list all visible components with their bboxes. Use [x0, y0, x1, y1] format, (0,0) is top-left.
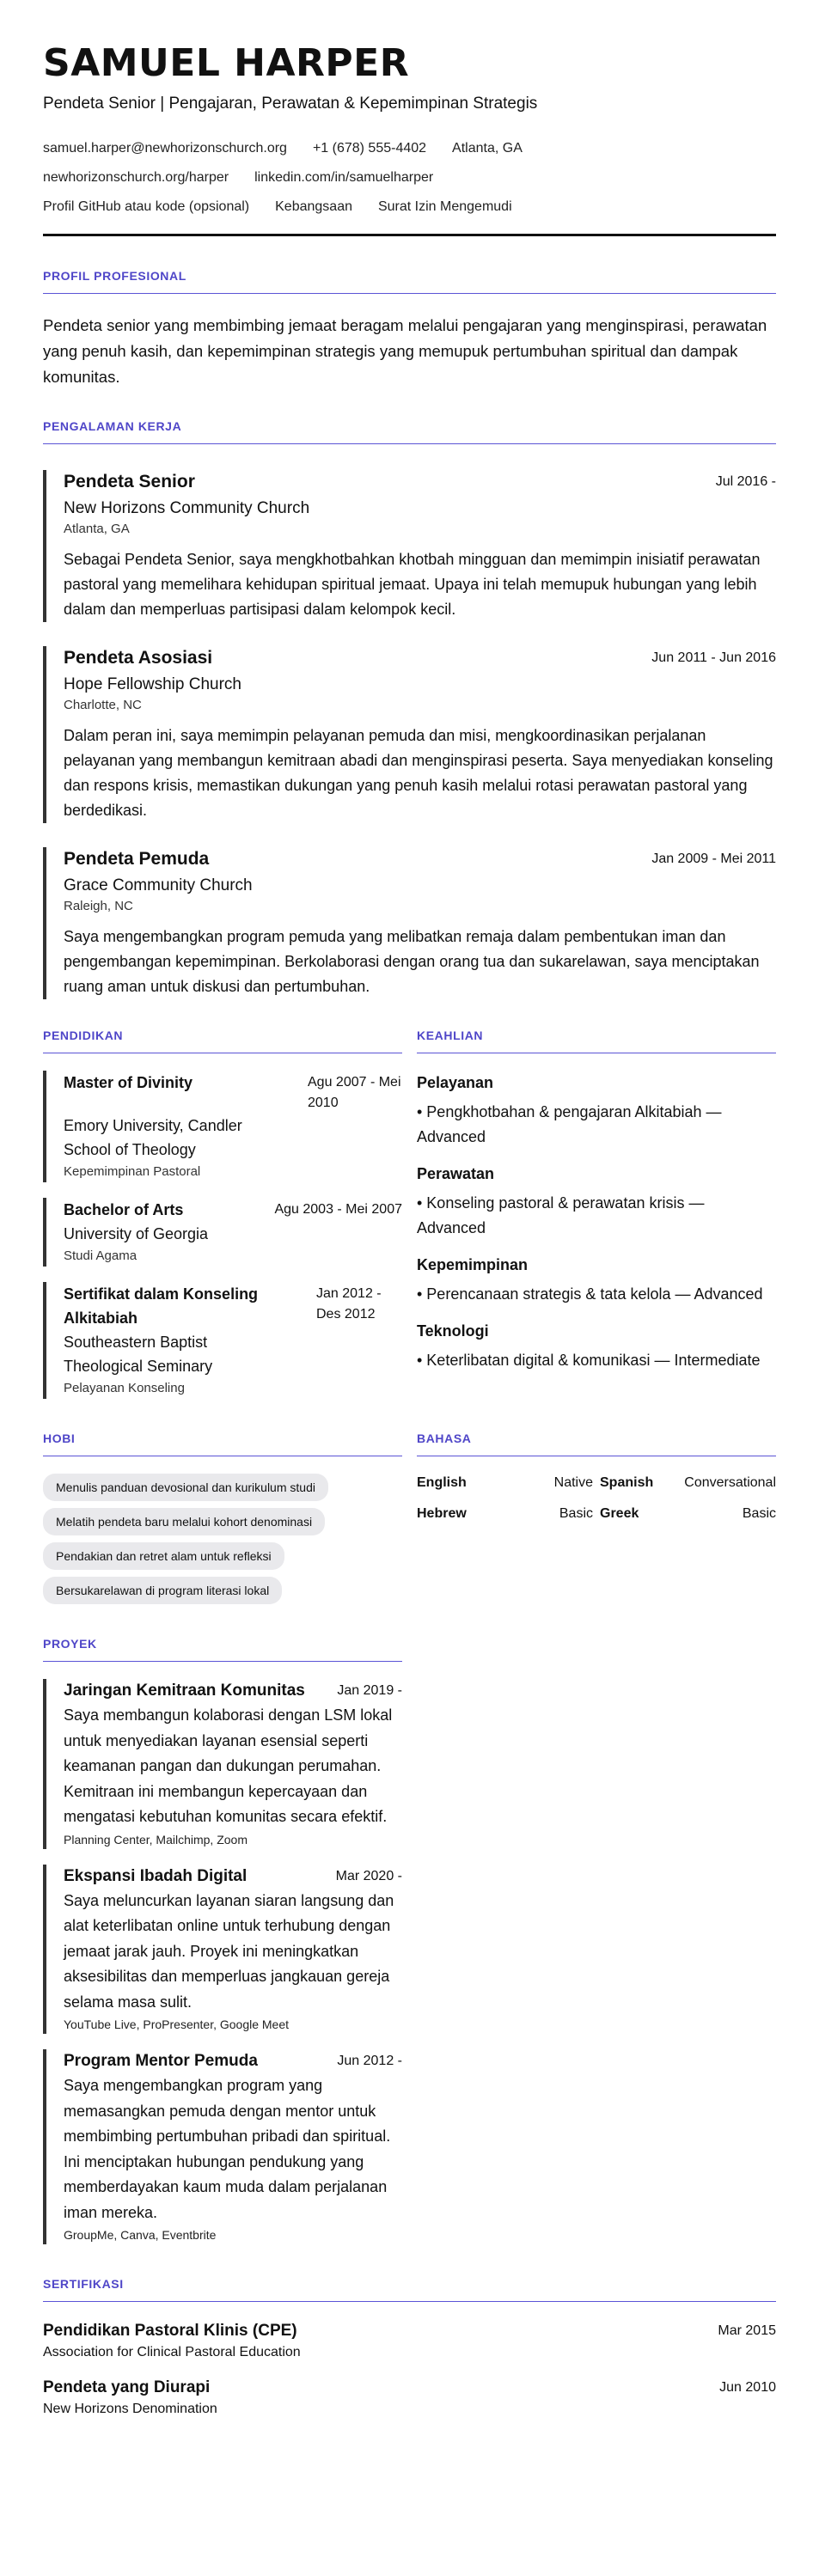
skill-category: Kepemimpinan	[417, 1256, 529, 1273]
hobby-chip: Menulis panduan devosional dan kurikulum studi	[43, 1474, 328, 1501]
education-item	[43, 1198, 402, 1267]
resume-header	[43, 40, 776, 236]
degree-dates: Jan 2012 - Des 2012	[316, 1286, 382, 1322]
degree-dates: Agu 2003 - Mei 2007	[274, 1202, 402, 1217]
hobbies-section	[43, 1431, 402, 1604]
language-level: Conversational	[684, 1475, 776, 1490]
contact-linkedin[interactable]: linkedin.com/in/samuelharper	[254, 170, 434, 185]
school-name: Emory University, Candler School of Theology	[64, 1117, 242, 1158]
hobbies-languages-row	[43, 1431, 776, 1604]
contact-location: Atlanta, GA	[452, 141, 523, 156]
job-location: Charlotte, NC	[64, 698, 142, 712]
summary-section	[43, 269, 776, 390]
languages-section	[417, 1431, 776, 1604]
contact-website[interactable]: newhorizonschurch.org/harper	[43, 170, 229, 185]
job-dates: Jun 2011 - Jun 2016	[651, 650, 776, 665]
certification-item	[43, 2319, 776, 2362]
language-item	[417, 1505, 593, 1523]
certification-issuer: Association for Clinical Pastoral Education	[43, 2345, 301, 2359]
hobby-chip: Melatih pendeta baru melalui kohort denominasi	[43, 1508, 325, 1535]
project-item	[43, 2049, 402, 2244]
language-level: Basic	[559, 1506, 593, 1521]
degree-dates: Agu 2007 - Mei 2010	[308, 1075, 401, 1110]
job-company: New Horizons Community Church	[64, 499, 310, 517]
projects-section	[43, 1637, 402, 2244]
job-description: Dalam peran ini, saya memimpin pelayanan pemuda dan misi, mengkoordinasikan perjalanan pelayanan yang membangun kemitraan abadi dan menginspirasi peserta. Saya menyediakan konseling dan respons krisis, memastikan dukungan yang penuh kasih melalui rotasi perawatan pastoral yang berdedikasi.	[64, 727, 773, 819]
contact-list	[43, 134, 576, 222]
project-description: Saya meluncurkan layanan siaran langsung dan alat keterlibatan online untuk terhubung dengan jemaat jarak jauh. Proyek ini meningkatkan aksesibilitas dan memperluas jangkauan gereja selama masa sulit.	[64, 1891, 394, 2011]
certifications-section	[43, 2277, 776, 2419]
hobby-chip: Pendakian dan retret alam untuk refleksi	[43, 1542, 284, 1570]
experience-section	[43, 419, 776, 999]
skill-item: • Keterlibatan digital & komunikasi — Intermediate	[417, 1352, 761, 1369]
contact-driving-license: Surat Izin Mengemudi	[377, 199, 512, 214]
project-tools: Planning Center, Mailchimp, Zoom	[64, 1832, 248, 1847]
certification-date: Mar 2015	[718, 2323, 776, 2338]
skill-item: • Konseling pastoral & perawatan krisis — Advanced	[417, 1194, 705, 1236]
education-heading: PENDIDIKAN	[43, 1029, 402, 1053]
education-item	[43, 1282, 402, 1399]
hobby-chip: Bersukarelawan di program literasi lokal	[43, 1577, 282, 1604]
study-field: Studi Agama	[64, 1248, 138, 1263]
job-location: Raleigh, NC	[64, 899, 133, 913]
education-item	[43, 1071, 402, 1182]
skill-category: Pelayanan	[417, 1074, 494, 1091]
education-section	[43, 1029, 402, 1399]
contact-nationality: Kebangsaan	[275, 199, 352, 214]
skill-group	[417, 1162, 776, 1241]
candidate-tagline: Pendeta Senior | Pengajaran, Perawatan & Kepemimpinan Strategis	[43, 95, 538, 113]
certification-name: Pendidikan Pastoral Klinis (CPE)	[43, 2322, 297, 2340]
summary-text: Pendeta senior yang membimbing jemaat beragam melalui pengajaran yang menginspirasi, perawatan yang penuh kasih, dan kepemimpinan strategis yang memupuk pertumbuhan spiritual dan dampak komunitas.	[43, 316, 767, 386]
projects-heading: PROYEK	[43, 1637, 402, 1662]
contact-email[interactable]: samuel.harper@newhorizonschurch.org	[43, 141, 287, 156]
job-dates: Jan 2009 - Mei 2011	[651, 852, 776, 866]
candidate-name: SAMUEL HARPER	[43, 41, 410, 85]
study-field: Kepemimpinan Pastoral	[64, 1164, 201, 1179]
job-description: Saya mengembangkan program pemuda yang melibatkan remaja dalam pembentukan iman dan pengembangan kepemimpinan. Berkolaborasi dengan orang tua dan sukarelawan, saya menciptakan ruang aman untuk diskusi dan pertumbuhan.	[64, 928, 760, 995]
job-title: Pendeta Asosiasi	[64, 648, 213, 668]
degree-title: Bachelor of Arts	[64, 1201, 184, 1218]
skill-category: Teknologi	[417, 1322, 489, 1340]
experience-item	[43, 646, 776, 823]
contact-github[interactable]: Profil GitHub atau kode (opsional)	[43, 199, 250, 214]
project-date: Jun 2012 -	[337, 2054, 402, 2068]
certification-name: Pendeta yang Diurapi	[43, 2378, 211, 2396]
project-description: Saya mengembangkan program yang memasangkan pemuda dengan mentor untuk membimbing pertumbuhan pribadi dan spiritual. Ini menciptakan hubungan pendukung yang memberdayakan kaum muda dalam perjalanan iman mereka.	[64, 2077, 391, 2221]
contact-phone[interactable]: +1 (678) 555-4402	[312, 141, 427, 156]
project-date: Jan 2019 -	[337, 1683, 402, 1698]
project-description: Saya membangun kolaborasi dengan LSM lokal untuk menyediakan layanan esensial seperti keamanan pangan dan dukungan perumahan. Kemitraan ini membangun kepercayaan dan mengatasi kebutuhan komunitas secara efektif.	[64, 1706, 393, 1825]
languages-heading: BAHASA	[417, 1431, 776, 1456]
language-level: Native	[553, 1475, 593, 1490]
experience-heading: PENGALAMAN KERJA	[43, 419, 776, 444]
header-divider	[43, 234, 776, 236]
education-skills-row	[43, 1029, 776, 1399]
job-company: Hope Fellowship Church	[64, 675, 241, 693]
certification-date: Jun 2010	[719, 2380, 776, 2395]
degree-title: Master of Divinity	[64, 1074, 193, 1091]
skill-group	[417, 1071, 776, 1150]
job-title: Pendeta Senior	[64, 472, 195, 491]
project-tools: GroupMe, Canva, Eventbrite	[64, 2228, 217, 2242]
experience-item	[43, 847, 776, 999]
job-title: Pendeta Pemuda	[64, 849, 210, 869]
experience-item	[43, 470, 776, 622]
degree-title: Sertifikat dalam Konseling Alkitabiah	[64, 1285, 259, 1327]
job-company: Grace Community Church	[64, 876, 253, 894]
skill-group	[417, 1319, 776, 1373]
language-name: Spanish	[600, 1475, 654, 1490]
language-name: Greek	[600, 1506, 639, 1521]
language-name: English	[417, 1475, 467, 1490]
project-name: Jaringan Kemitraan Komunitas	[64, 1682, 305, 1700]
certification-item	[43, 2376, 776, 2419]
project-item	[43, 1865, 402, 2035]
job-location: Atlanta, GA	[64, 522, 130, 536]
project-tools: YouTube Live, ProPresenter, Google Meet	[64, 2017, 290, 2031]
job-description: Sebagai Pendeta Senior, saya mengkhotbahkan khotbah mingguan dan memimpin inisiatif perawatan pastoral yang memelihara kehidupan spiritual jemaat. Upaya ini telah memupuk hubungan yang lebih dalam dan memperluas partisipasi dalam kelompok kecil.	[64, 551, 761, 618]
skill-item: • Pengkhotbahan & pengajaran Alkitabiah — Advanced	[417, 1103, 722, 1145]
language-level: Basic	[742, 1506, 776, 1521]
skill-item: • Perencanaan strategis & tata kelola — Advanced	[417, 1285, 763, 1303]
skills-heading: KEAHLIAN	[417, 1029, 776, 1053]
skills-section	[417, 1029, 776, 1399]
job-dates: Jul 2016 -	[715, 474, 776, 489]
skill-category: Perawatan	[417, 1165, 495, 1182]
school-name: Southeastern Baptist Theological Seminary	[64, 1334, 213, 1375]
certification-issuer: New Horizons Denomination	[43, 2402, 217, 2416]
skill-group	[417, 1253, 776, 1307]
project-date: Mar 2020 -	[335, 1868, 402, 1883]
certifications-heading: SERTIFIKASI	[43, 2277, 776, 2302]
hobbies-heading: HOBI	[43, 1431, 402, 1456]
project-item	[43, 1679, 402, 1849]
language-item	[417, 1474, 593, 1492]
hobby-list	[43, 1474, 402, 1604]
summary-heading: PROFIL PROFESIONAL	[43, 269, 776, 294]
project-name: Ekspansi Ibadah Digital	[64, 1866, 248, 1885]
school-name: University of Georgia	[64, 1225, 209, 1242]
study-field: Pelayanan Konseling	[64, 1381, 185, 1395]
language-grid	[417, 1474, 776, 1523]
language-item	[600, 1474, 776, 1492]
language-name: Hebrew	[417, 1506, 467, 1521]
project-name: Program Mentor Pemuda	[64, 2052, 258, 2070]
language-item	[600, 1505, 776, 1523]
